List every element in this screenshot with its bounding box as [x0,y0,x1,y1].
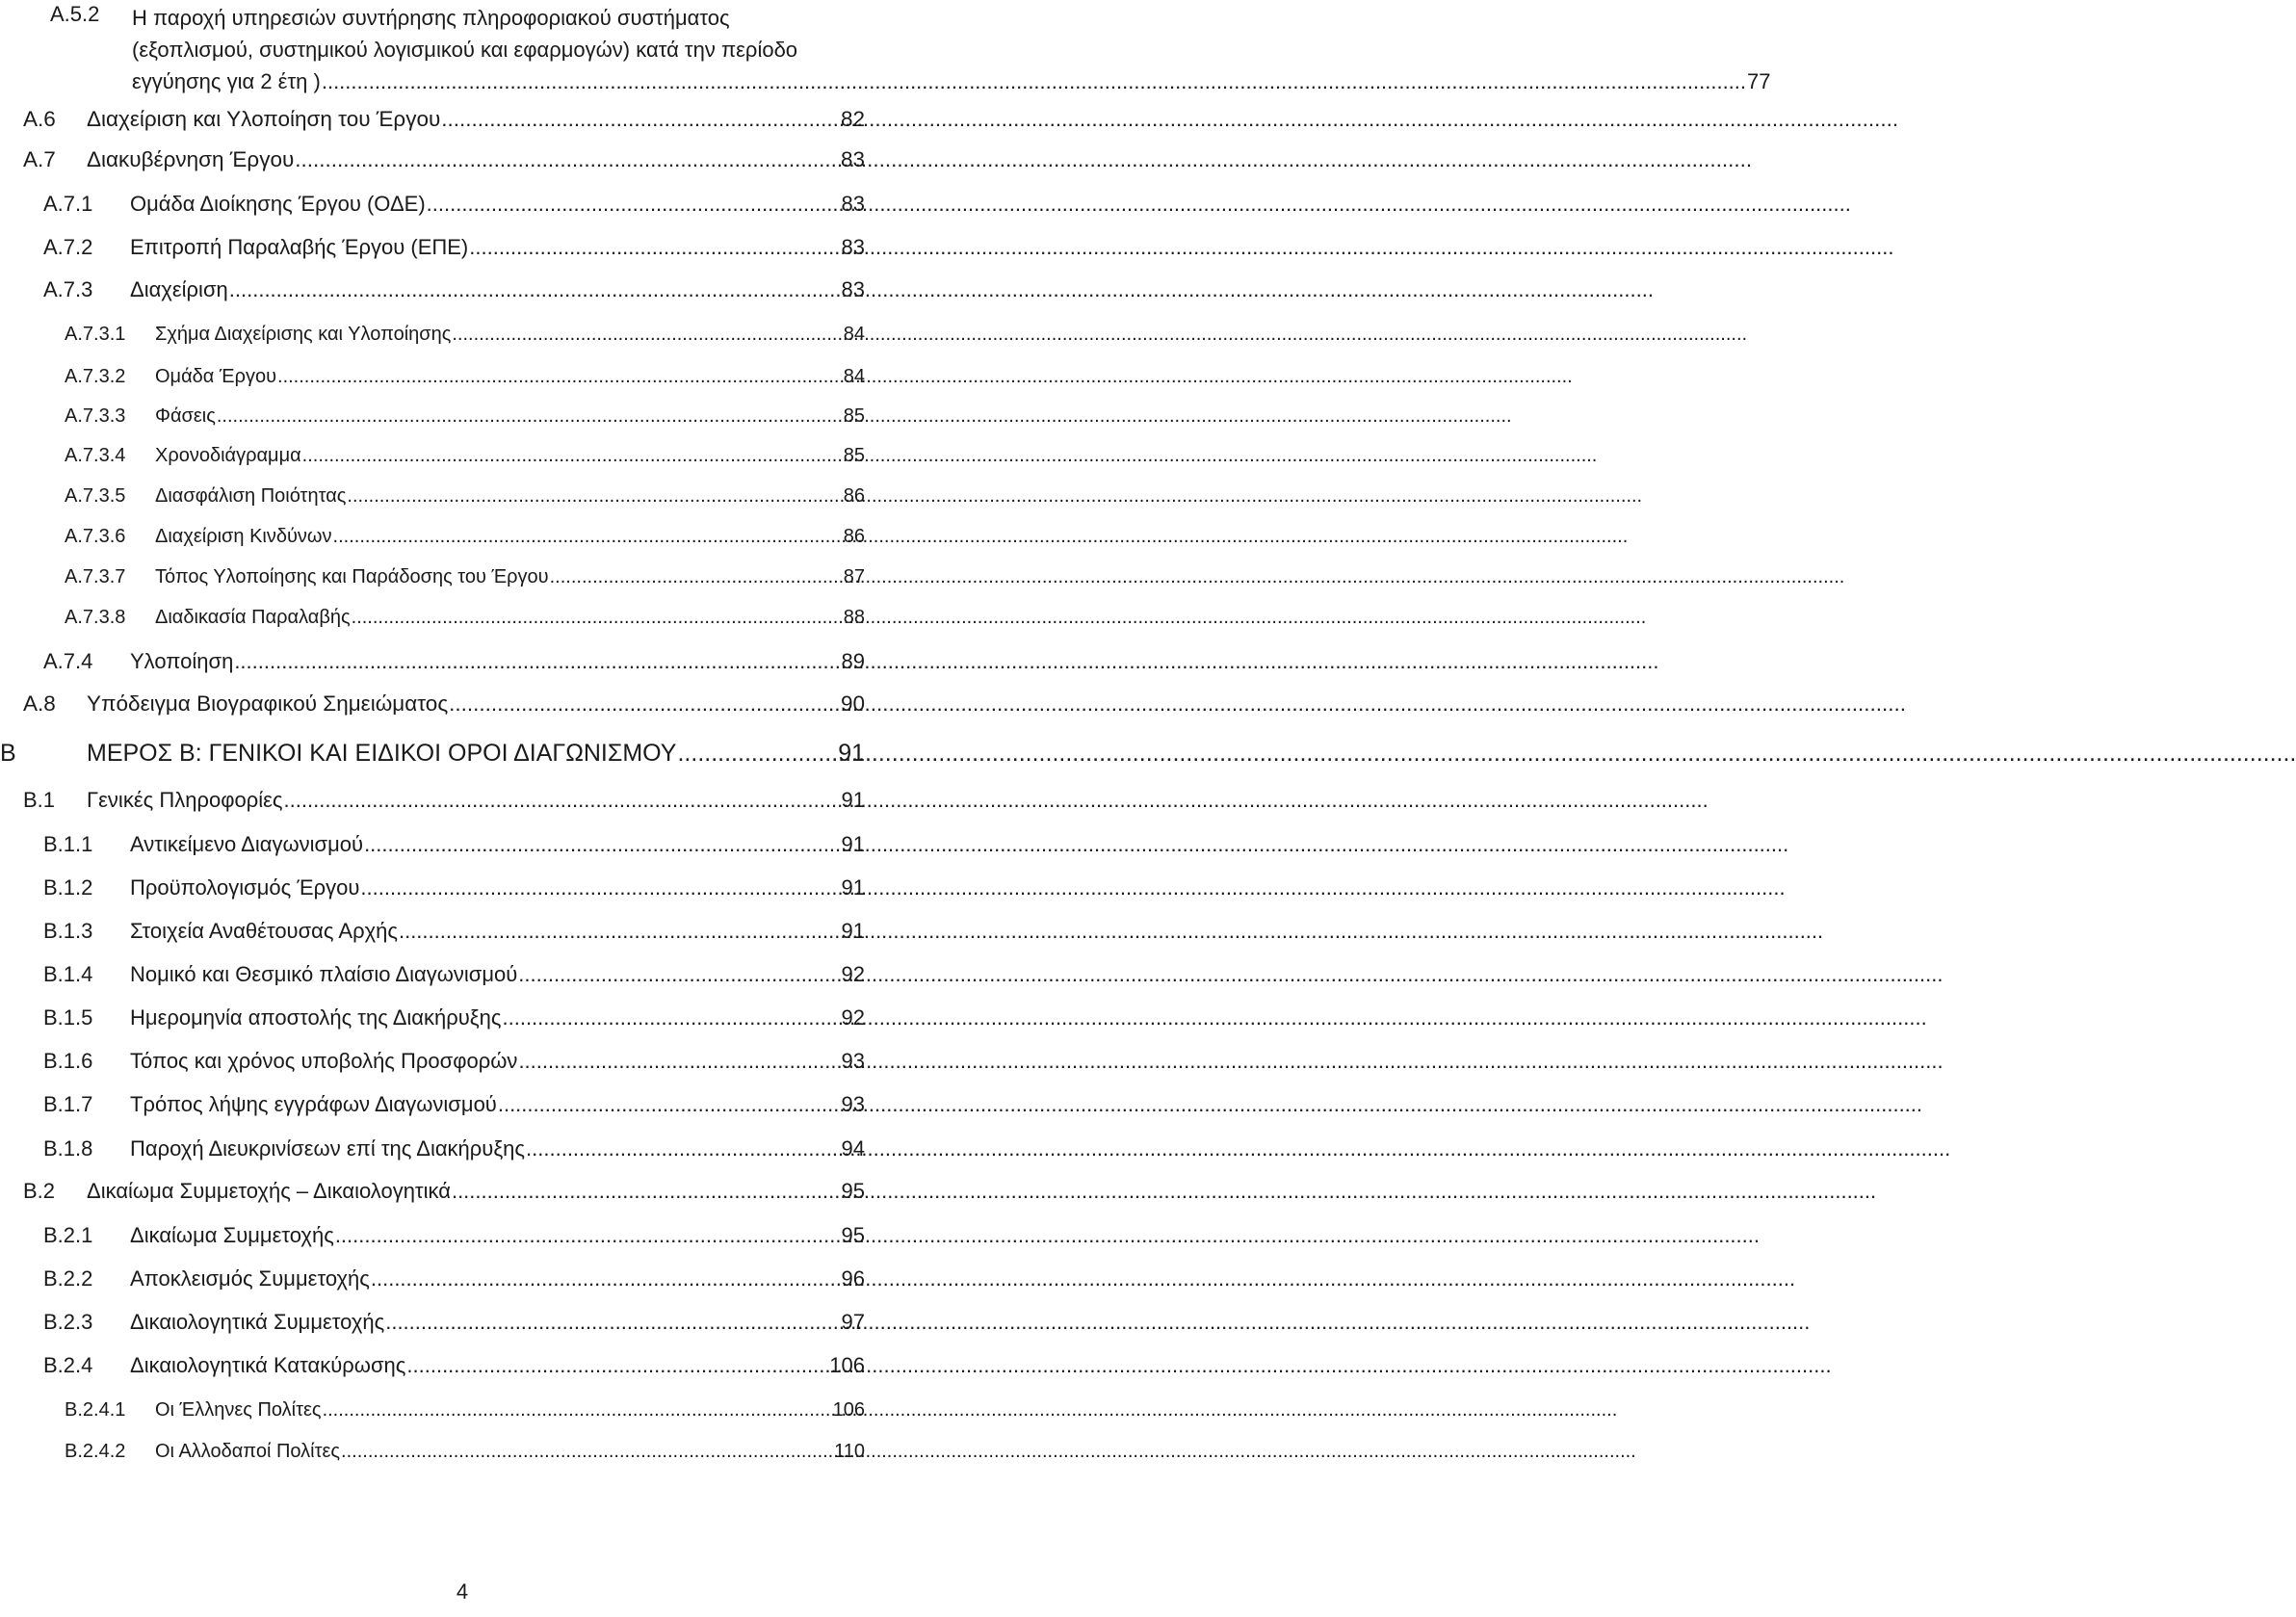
toc-entry[interactable] [23,1179,865,1203]
toc-entry[interactable] [43,1092,865,1116]
toc-entry[interactable] [0,740,865,768]
toc-entry-title: Ημερομηνία αποστολής της Διακήρυξης [130,1005,502,1030]
toc-entry-title: Δικαιολογητικά Κατακύρωσης [130,1353,406,1377]
toc-entry-page: 91 [838,740,865,767]
toc-entry[interactable] [43,277,865,301]
toc-entry[interactable] [23,107,865,132]
dot-leader [441,107,840,132]
toc-entry-title: Υλοποίηση [130,649,234,673]
dot-leader [452,324,842,346]
toc-entry[interactable] [65,366,865,388]
toc-entry-title: Αποκλεισμός Συμμετοχής [130,1266,370,1291]
toc-entry-number: Α.7.3.6 [65,526,126,547]
toc-entry[interactable] [65,607,865,629]
toc-entry[interactable] [43,832,865,856]
toc-entry-number: Α.8 [23,691,56,716]
dot-leader [469,235,840,259]
toc-entry-title: Δικαιολογητικά Συμμετοχής [130,1310,385,1334]
dot-leader [449,691,840,717]
toc-entry-page: 95 [841,1223,865,1247]
toc-entry-title: Διασφάλιση Ποιότητας [155,485,347,507]
toc-entry[interactable] [65,485,865,508]
dot-leader [518,962,840,986]
dot-leader [323,1399,832,1421]
toc-entry-title: Διαχείριση [130,277,228,301]
toc-entry-title: Χρονοδιάγραμμα [155,445,301,466]
toc-entry[interactable] [65,566,865,588]
toc-entry[interactable] [23,788,865,812]
dot-leader [335,1223,841,1247]
toc-entry-number: Α.7.3 [43,277,93,301]
toc-entry[interactable] [43,919,865,943]
toc-entry-title: Ομάδα Έργου [155,366,277,387]
toc-entry[interactable] [43,962,865,986]
toc-entry-title: Τόπος και χρόνος υποβολής Προσφορών [130,1049,518,1073]
toc-entry-number: Α.7.3.8 [65,607,126,628]
toc-entry-title: Υπόδειγμα Βιογραφικού Σημειώματος [87,691,449,716]
toc-entry-number: Β.1.3 [43,919,93,943]
toc-entry-title: Στοιχεία Αναθέτουσας Αρχής [130,919,398,943]
toc-entry-number: Β.2.4.2 [65,1441,126,1462]
toc-entry-page: 91 [841,875,865,900]
dot-leader [526,1136,840,1161]
toc-entry-title-line: (εξοπλισμού, συστημικού λογισμικού και εφαρμογών) κατά την περίοδο [132,38,798,62]
toc-entry-title: Ομάδα Διοίκησης Έργου (ΟΔΕ) [130,192,426,216]
toc-entry-page: 87 [843,566,865,587]
toc-entry-number: Β.1.5 [43,1005,93,1030]
toc-entry-page: 86 [843,485,865,507]
toc-entry-page: 91 [841,919,865,943]
toc-entry-page: 83 [841,235,865,259]
toc-entry-number: Α.7.3.1 [65,324,126,345]
toc-entry-number: Β.2 [23,1179,56,1203]
toc-entry-page: 106 [832,1399,865,1421]
toc-entry-title: Διαχείριση και Υλοποίηση του Έργου [87,107,441,131]
dot-leader [427,192,841,216]
toc-entry-page: 88 [843,607,865,628]
toc-entry[interactable] [43,875,865,900]
toc-entry-page: 92 [841,1005,865,1030]
toc-entry[interactable] [43,235,865,259]
toc-entry-number: Α.7.3.3 [65,405,126,427]
toc-entry-title: Τρόπος λήψης εγγράφων Διαγωνισμού [130,1092,497,1116]
page-number: 4 [456,1579,469,1604]
toc-entry-title: Σχήμα Διαχείρισης και Υλοποίησης [155,324,452,345]
dot-leader [677,740,837,768]
dot-leader [322,65,1746,97]
toc-entry[interactable] [43,1005,865,1030]
toc-entry-page: 96 [841,1266,865,1291]
toc-entry-number: Β.2.1 [43,1223,93,1247]
toc-entry-number: Α.7 [23,147,56,171]
toc-entry-number: Β.1.2 [43,875,93,900]
toc-entry-page: 77 [1747,69,1771,93]
dot-leader [277,366,843,388]
toc-entry-number: Α.7.3.7 [65,566,126,587]
toc-entry-number: Β.2.4.1 [65,1399,126,1421]
toc-entry[interactable] [23,147,865,172]
dot-leader [518,1049,840,1073]
toc-entry[interactable] [65,1441,865,1463]
toc-entry[interactable] [43,1310,865,1334]
toc-entry-page: 83 [840,147,865,171]
toc-entry[interactable] [43,1223,865,1247]
toc-entry-page: 106 [829,1353,865,1377]
toc-entry-number: Α.7.3.4 [65,445,126,466]
toc-entry-title: Αντικείμενο Διαγωνισμού [130,832,364,856]
toc-entry[interactable] [43,1353,865,1377]
toc-entry[interactable] [65,445,865,467]
dot-leader [503,1005,841,1030]
toc-entry[interactable] [43,1266,865,1291]
toc-entry[interactable] [65,526,865,548]
toc-entry-page: 83 [841,277,865,301]
toc-entry-number: Β.2.4 [43,1353,93,1377]
toc-entry-title: Τόπος Υλοποίησης και Παράδοσης του Έργου [155,566,549,587]
dot-leader [341,1441,833,1463]
toc-entry-number: Β.1.6 [43,1049,93,1073]
toc-entry-page: 84 [843,366,865,387]
toc-entry-number: Β.1.7 [43,1092,93,1116]
dot-leader [550,566,843,588]
dot-leader [347,485,842,508]
toc-entry-page: 85 [843,445,865,466]
toc-entry-title: Φάσεις [155,405,216,427]
toc-entry-page: 84 [843,324,865,345]
toc-entry-page: 110 [834,1441,865,1462]
toc-entry-title: Νομικό και Θεσμικό πλαίσιο Διαγωνισμού [130,962,518,986]
toc-entry-number: Β.1.4 [43,962,93,986]
dot-leader [385,1310,840,1334]
dot-leader [352,607,843,629]
toc-entry[interactable] [43,192,865,216]
toc-entry-page: 91 [841,788,865,812]
toc-entry[interactable] [43,1049,865,1073]
dot-leader [229,277,841,301]
toc-entry-number: Β.2.3 [43,1310,93,1334]
toc-entry-page: 91 [841,832,865,856]
toc-entry-title: ΜΕΡΟΣ Β: ΓΕΝΙΚΟΙ ΚΑΙ ΕΙΔΙΚΟΙ ΟΡΟΙ ΔΙΑΓΩΝΙΣΜΟΥ [87,740,677,767]
toc-entry-title: Δικαίωμα Συμμετοχής – Δικαιολογητικά [87,1179,451,1203]
toc-entry-title: εγγύησης για 2 έτη ) [132,69,321,93]
dot-leader [295,147,840,172]
toc-entry-number: Β [0,740,16,767]
toc-entry-title: Διακυβέρνηση Έργου [87,147,295,171]
toc-entry-page: 82 [840,107,865,131]
toc-entry[interactable] [50,2,1771,97]
dot-leader [217,405,843,428]
toc-entry-page: 97 [841,1310,865,1334]
toc-entry-page: 93 [841,1092,865,1116]
toc-entry-page: 94 [841,1136,865,1161]
toc-entry-title-line: Η παροχή υπηρεσιών συντήρησης πληροφοριακού συστήματος [132,6,730,30]
dot-leader [284,788,841,812]
toc-entry-page: 90 [840,691,865,716]
toc-entry-number: Β.2.2 [43,1266,93,1291]
dot-leader [399,919,841,943]
toc-entry-page: 85 [843,405,865,427]
toc-entry-title: Οι Έλληνες Πολίτες [155,1399,322,1421]
toc-entry-number: Α.7.4 [43,649,93,673]
toc-entry-number: A.5.2 [50,2,100,26]
toc-entry-number: Α.6 [23,107,56,131]
toc-entry-title: Διαδικασία Παραλαβής [155,607,351,628]
toc-entry[interactable] [65,405,865,428]
toc-entry-number: Β.1.1 [43,832,93,856]
toc-entry-page: 89 [841,649,865,673]
dot-leader [360,875,840,900]
toc-entry-title: Παροχή Διευκρινίσεων επί της Διακήρυξης [130,1136,526,1161]
dot-leader [302,445,843,467]
toc-entry-number: Α.7.2 [43,235,93,259]
toc-entry-number: Β.1 [23,788,56,812]
toc-entry-number: Α.7.3.5 [65,485,126,507]
dot-leader [371,1266,841,1291]
toc-entry-title: Διαχείριση Κινδύνων [155,526,332,547]
toc-entry[interactable] [65,1399,865,1421]
toc-entry[interactable] [43,1136,865,1161]
toc-entry-number: Α.7.3.2 [65,366,126,387]
toc-entry-page: 83 [841,192,865,216]
dot-leader [498,1092,841,1116]
toc-entry-page: 86 [843,526,865,547]
toc-entry-title: Προϋπολογισμός Έργου [130,875,360,900]
toc-entry-title: Οι Αλλοδαποί Πολίτες [155,1441,341,1462]
toc-entry-title: Γενικές Πληροφορίες [87,788,283,812]
toc-entry[interactable] [23,691,865,717]
toc-entry-page: 93 [841,1049,865,1073]
toc-entry-title: Επιτροπή Παραλαβής Έργου (ΕΠΕ) [130,235,469,259]
dot-leader [234,649,840,673]
toc-entry[interactable] [43,649,865,673]
toc-entry-title: Δικαίωμα Συμμετοχής [130,1223,334,1247]
dot-leader [406,1353,828,1377]
dot-leader [364,832,840,856]
toc-entry-page: 95 [841,1179,865,1203]
dot-leader [333,526,843,548]
toc-entry-number: Α.7.1 [43,192,93,216]
toc-entry[interactable] [65,324,865,346]
toc-entry-page: 92 [841,962,865,986]
toc-entry-number: Β.1.8 [43,1136,93,1161]
dot-leader [452,1179,841,1203]
